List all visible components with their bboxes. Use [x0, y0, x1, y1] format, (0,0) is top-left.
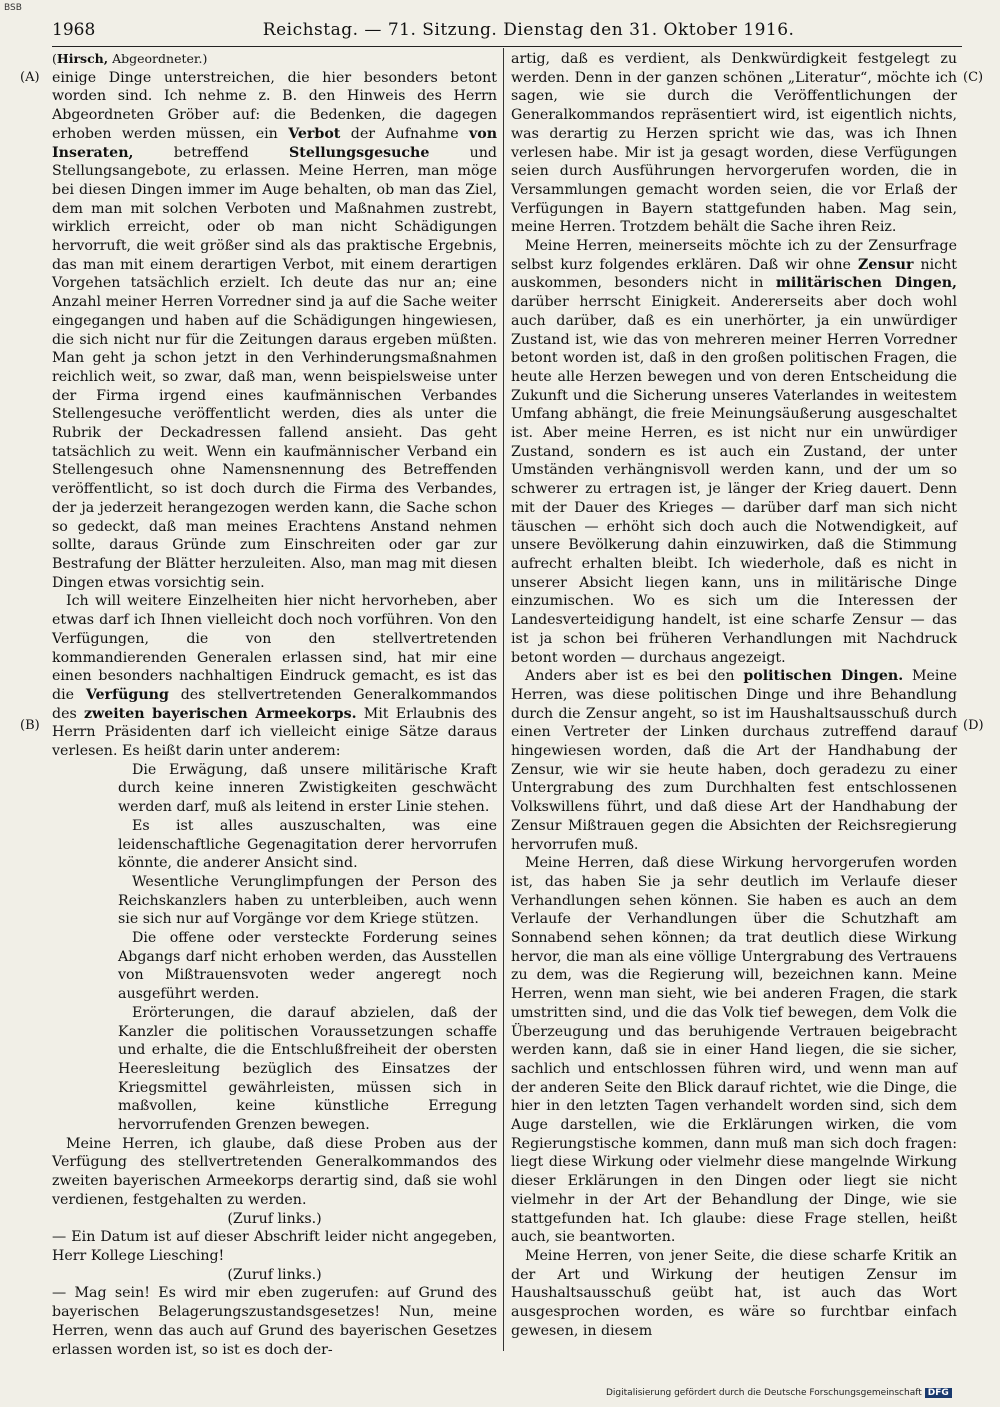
- paragraph: Meine Herren, meinerseits möchte ich zu der Zensurfrage selbst kurz folgendes erklären. Daß wir ohne Zensur nicht auskommen, besonders nicht in militärischen Dingen, darüber herrscht Einigkeit. Andererseits aber doch wohl auch darüber, daß es ein unerhörter, ja ein unwürdiger Zustand ist, wie das von mehreren meiner Herren Vorredner betont worden ist, daß in den großen politischen Fragen, die heute alle Herzen bewegen und von deren Entscheidung die Zukunft und die Sicherung unseres Vaterlandes in weitestem Umfang abhängt, die freie Meinungsäußerung ausgeschaltet ist. Aber meine Herren, es ist nicht nur ein unwürdiger Zustand, sondern es ist auch ein Zustand, der unter Umständen verhängnisvoll werden kann, und der um so schwerer zu ertragen ist, je länger der Krieg dauert. Denn mit der Dauer des Krieges — darüber darf man sich nicht täuschen — erhöht sich doch auch die Notwendigkeit, auf unsere Bevölkerung dahin einzuwirken, daß die Stimmung aufrecht erhalten bleibt. Ich wiederhole, daß es nicht in unserer Absicht liegen kann, uns in militärische Dinge einzumischen. Wo es sich um die Interessen der Landesverteidigung handelt, ist eine scharfe Zensur — das ist ja schon bei früheren Verhandlungen mit Nachdruck betont worden — durchaus angezeigt.: [511, 238, 957, 666]
- interjection: (Zuruf links.): [227, 1210, 322, 1227]
- paragraph: — Ein Datum ist auf dieser Abschrift leider nicht angegeben, Herr Kollege Liesching!: [52, 1229, 497, 1264]
- quote-paragraph: Erörterungen, die darauf abzielen, daß der Kanzler die politischen Voraussetzungen schaffe und erhalte, die die Entschlußfreiheit der obersten Heeresleitung bezüglich des Einsatzes der Kriegsmittel gewährleisten, müssen sich in maßvollen, keine künstliche Erregung hervorrufenden Grenzen bewegen.: [118, 1004, 497, 1134]
- speaker-line: (Hirsch, Abgeordneter.): [52, 51, 208, 66]
- speaker-name: Hirsch,: [56, 51, 109, 66]
- margin-marker-c: (C): [963, 70, 984, 85]
- paragraph: artig, daß es verdient, als Denkwürdigkeit festgelegt zu werden. Denn in der ganzen schönen „Literatur“, möchte ich sagen, wie sie durch die Veröffentlichungen der Generalkommandos repräsentiert wird, ist eigentlich nichts, was derartig zu Herzen spricht wie das, was ich Ihnen verlesen habe. Mir ist ja gesagt worden, diese Verfügungen seien durch Ausführungen hervorgerufen worden, die in Versammlungen gemacht worden seien, die vor Erlaß der Verfügungen in Bayern stattgefunden haben. Mag sein, meine Herren. Trotzdem behält die Sache ihren Reiz.: [511, 51, 957, 236]
- quotation-block: [118, 761, 497, 1135]
- paragraph: einige Dinge unterstreichen, die hier besonders betont worden sind. Ich nehme z. B. den Hinweis des Herrn Abgeordneten Gröber auf: die Bedenken, die dagegen erhoben werden müssen, ein Verbot der Aufnahme von Inseraten, betreffend Stellungsgesuche und Stellungsangebote, zu erlassen. Meine Herren, man möge bei diesen Dingen immer im Auge behalten, ob man das Ziel, dem man mit solchen Verboten und Maßnahmen zustrebt, wirklich erreicht, oder ob man nicht Schädigungen hervorruft, die weit größer sind als das praktische Ergebnis, das man mit einem derartigen Verbot, mit einem derartigen Vorgehen tatsächlich erzielt. Ich deute das nur an; eine Anzahl meiner Herren Vorredner sind ja auf die Sache weiter eingegangen und haben auf die Schädigungen hingewiesen, die sich nicht nur für die Zeitungen daraus ergeben müßten. Man geht ja schon jetzt in den Verhinderungsmaßnahmen reichlich weit, so zwar, daß man, wenn beispielsweise unter der Firma irgend eines kaufmännischen Verbandes Stellengesuche veröffentlicht werden, dies als unter die Rubrik der Deckadressen fallend ansieht. Das geht tatsächlich zu weit. Wenn ein kaufmännischer Verband ein Stellengesuch ohne Namensnennung des Betreffenden veröffentlicht, so ist doch durch die Firma des Verbandes, der ja jederzeit herangezogen werden kann, die Sache schon so gedeckt, daß man meines Erachtens Anstand nehmen sollte, daraus Gründe zum Einschreiten oder gar zur Bestrafung der Blätter herzuleiten. Also, man mag mit diesen Dingen etwas vorsichtig sein.: [52, 69, 498, 591]
- quote-paragraph: Es ist alles auszuschalten, was eine leidenschaftliche Gegenagitation derer hervorrufen könnte, die anderer Ansicht sind.: [118, 817, 497, 872]
- quote-paragraph: Wesentliche Verunglimpfungen der Person des Reichskanzlers haben zu unterbleiben, auch wenn sie sich nur auf Vorgänge vor dem Kriege stützen.: [118, 873, 497, 928]
- paragraph: Meine Herren, daß diese Wirkung hervorgerufen worden ist, das haben Sie ja sehr deutlich im Verlaufe dieser Verhandlungen sehen können. Sie haben es auch an dem Verlaufe der Verhandlungen über die Schutzhaft am Sonnabend sehen können; da trat deutlich diese Wirkung hervor, die man als eine völlige Untergrabung des Vertrauens zu dem, was die Regierung will, bezeichnen kann. Meine Herren, wenn man sieht, wie bei anderen Fragen, die stark umstritten sind, und die das Volk tief bewegen, dem Volk die Überzeugung und das beruhigende Vertrauen beigebracht werden kann, daß sie in einer Hand liegen, die sie sicher, sachlich und entschlossen führen wird, und wenn man auf der anderen Seite den Blick darauf richtet, wie die Dinge, die hier in den letzten Tagen verhandelt worden sind, sich dem Auge darstellen, wie die Erklärungen wirken, die vom Regierungstische kommen, dann muß man sich doch fragen: liegt diese Wirkung oder vielmehr diese mangelnde Wirkung dieser Erklärungen in den Dingen oder liegt sie nicht vielmehr in der Art der Behandlung der Dinge, wie sie stattgefunden hat. Ich glaube: diese Frage stellen, heißt auch, sie beantworten.: [511, 855, 957, 1246]
- paragraph: Ich will weitere Einzelheiten hier nicht hervorheben, aber etwas darf ich Ihnen vielleicht doch noch vorführen. Von den Verfügungen, die von den stellvertretenden kommandierenden Generalen erlassen sind, hat mir eine einen besonders nachhaltigen Eindruck gemacht, es ist das die Verfügung des stellvertretenden Generalkommandos des zweiten bayerischen Armeekorps. Mit Erlaubnis des Herrn Präsidenten darf ich vielleicht einige Sätze daraus verlesen. Es heißt darin unter anderem:: [52, 593, 497, 760]
- paragraph: Meine Herren, ich glaube, daß diese Proben aus der Verfügung des stellvertretenden Generalkommandos des zweiten bayerischen Armeekorps derartig sind, daß sie wohl verdienen, festgehalten zu werden.: [52, 1135, 497, 1208]
- dfg-logo: DFG: [925, 1388, 952, 1398]
- footer-credit: [606, 1388, 952, 1398]
- margin-marker-b: (B): [20, 718, 40, 733]
- library-stamp: BSB: [4, 3, 22, 13]
- left-column: [52, 50, 497, 1359]
- page-header: [52, 20, 962, 47]
- footer-text: Digitalisierung gefördert durch die Deutsche Forschungsgemeinschaft: [606, 1388, 922, 1398]
- interjection: (Zuruf links.): [227, 1266, 322, 1283]
- margin-marker-a: (A): [20, 70, 40, 85]
- page-number: 1968: [52, 20, 96, 40]
- page-title: Reichstag. — 71. Sitzung. Dienstag den 31. Oktober 1916.: [262, 20, 795, 40]
- paragraph: — Mag sein! Es wird mir eben zugerufen: auf Grund des bayerischen Belagerungszustandsgesetzes! Nun, meine Herren, wenn das auch auf Grund des bayerischen Gesetzes erlassen worden ist, so ist es doch der-: [52, 1285, 497, 1358]
- speaker-role: Abgeordneter.): [108, 51, 208, 66]
- quote-paragraph: Die Erwägung, daß unsere militärische Kraft durch keine inneren Zwistigkeiten geschwächt werden darf, muß als leitend in erster Linie stehen.: [118, 761, 497, 816]
- paragraph: Anders aber ist es bei den politischen Dingen. Meine Herren, was diese politischen Dinge und ihre Behandlung durch die Zensur angeht, so ist im Haushaltsausschuß durch einen Vertreter der Linken durchaus zutreffend darauf hingewiesen worden, daß die Art der Handhabung der Zensur, wie wir sie heute haben, doch geradezu zu einer Untergrabung des zum Durchhalten fest entschlossenen Volkswillens führt, und daß diese Art der Handhabung der Zensur Mißtrauen gegen die Absichten der Reichsregierung hervorrufen muß.: [511, 668, 957, 853]
- column-divider: [503, 48, 504, 1351]
- quote-paragraph: Die offene oder versteckte Forderung seines Abgangs darf nicht erhoben werden, das Ausstellen von Mißtrauensvoten weder angeregt noch ausgeführt werden.: [118, 930, 497, 1003]
- margin-marker-d: (D): [963, 718, 984, 733]
- paragraph: Meine Herren, von jener Seite, die diese scharfe Kritik an der Art und Wirkung der heutigen Zensur im Haushaltsausschuß geübt hat, ist auch das Wort ausgesprochen worden, es wäre so furchtbar einfach gewesen, in diesem: [511, 1248, 957, 1339]
- right-column: [511, 50, 957, 1341]
